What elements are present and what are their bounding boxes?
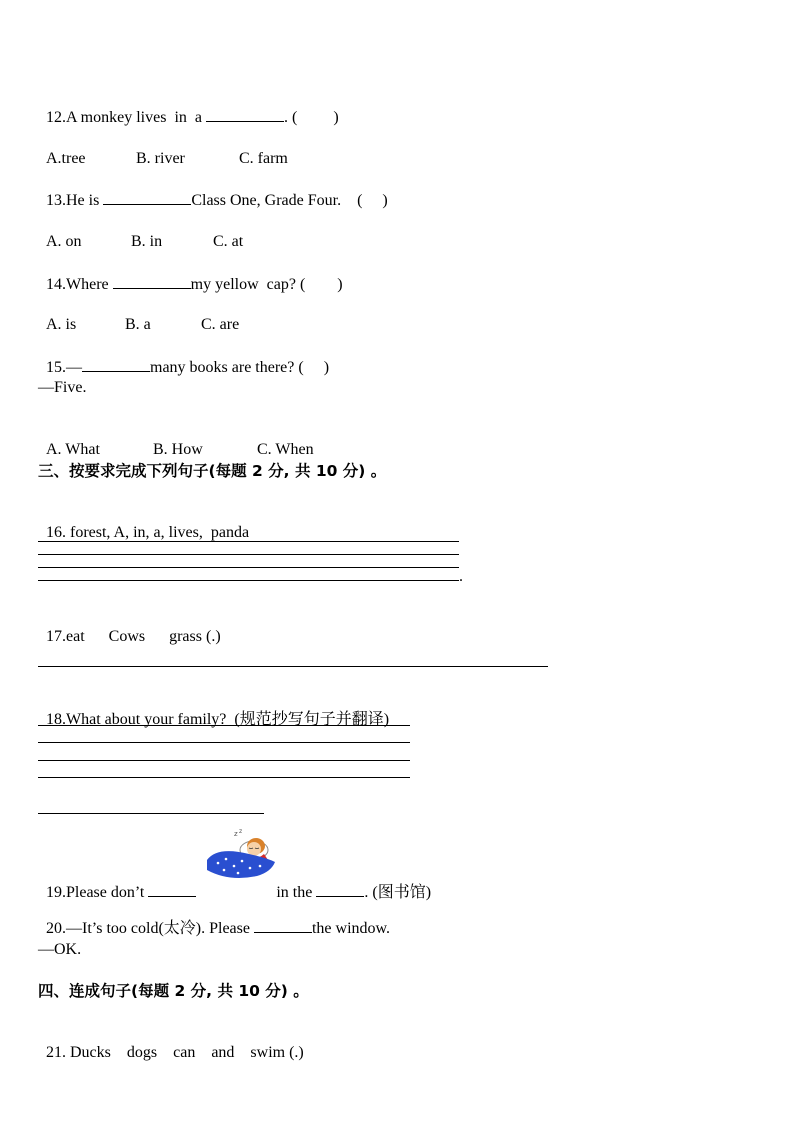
question-text: Ducks dogs can and swim (.) [70,1044,304,1061]
question-20 [38,898,390,939]
question-text: Please don’t [66,884,149,901]
question-text-tail: many books are there? ( ) [150,359,330,376]
writing-line[interactable] [38,554,459,555]
question-21 [38,1023,304,1063]
question-number: 21. [46,1044,70,1061]
question-text: A monkey lives in a [66,109,206,126]
question-text: —It’s too cold(太冷). Please [66,920,254,937]
option-b[interactable]: B. in [131,233,163,250]
option-c[interactable]: C. farm [239,150,288,167]
question-text-tail: Class One, Grade Four. ( ) [191,192,388,209]
question-16 [38,503,249,543]
answer-15: —Five. [38,379,87,396]
answer-blank[interactable] [113,274,191,289]
option-a[interactable]: A.tree [46,150,86,167]
option-c[interactable]: C. at [213,233,244,250]
question-15 [38,337,329,378]
option-c[interactable]: C. When [257,441,314,458]
answer-blank[interactable] [82,357,150,372]
question-number: 12. [46,109,66,126]
question-text-tail: . ( ) [283,109,339,126]
question-text: eat Cows grass (.) [66,628,221,645]
question-text-middle: in the [268,884,317,901]
question-13 [38,170,388,211]
answer-20: —OK. [38,941,82,958]
option-a[interactable]: A. is [46,316,77,333]
question-number: 19. [46,884,66,901]
question-number: 15. [46,359,66,376]
writing-line[interactable] [38,777,410,778]
writing-line[interactable] [38,725,410,726]
question-text: What about your family? (规范抄写句子并翻译) [66,711,390,728]
options-12 [38,129,288,169]
question-number: 20. [46,920,66,937]
answer-blank[interactable] [103,190,191,205]
option-b[interactable]: B. a [125,316,151,333]
writing-line[interactable] [38,666,548,667]
question-text: He is [66,192,104,209]
writing-line[interactable] [38,541,459,542]
question-12 [38,87,339,128]
question-text-tail: . (图书馆) [364,884,432,901]
writing-line[interactable] [38,580,459,581]
question-number: 18. [46,711,66,728]
option-a[interactable]: A. on [46,233,82,250]
options-15 [38,420,314,460]
writing-line[interactable] [38,567,459,568]
answer-blank[interactable] [316,882,364,897]
answer-blank[interactable] [254,918,312,933]
question-text: Where [66,276,113,293]
svg-text:z: z [234,830,238,838]
question-18 [38,690,389,730]
options-13 [38,212,243,252]
end-mark: . [459,568,463,585]
question-text: — [66,359,82,376]
question-number: 13. [46,192,66,209]
question-19 [38,862,431,903]
question-17 [38,607,221,647]
option-a[interactable]: A. What [46,441,100,458]
writing-line[interactable] [38,742,410,743]
option-b[interactable]: B. How [153,441,203,458]
question-text: forest, A, in, a, lives, panda [70,524,250,541]
section-4-title: 四、连成句子(每题 2 分, 共 10 分) 。 [38,982,309,1000]
options-14 [38,295,239,335]
answer-blank[interactable] [206,107,284,122]
answer-blank[interactable] [148,882,196,897]
question-number: 17. [46,628,66,645]
option-b[interactable]: B. river [136,150,185,167]
question-number: 14. [46,276,66,293]
question-number: 16. [46,524,70,541]
section-3-title: 三、按要求完成下列句子(每题 2 分, 共 10 分) 。 [38,462,387,480]
question-text-tail: the window. [311,920,391,937]
option-c[interactable]: C. are [201,316,240,333]
writing-line[interactable] [38,760,410,761]
question-14 [38,254,343,295]
translation-line[interactable] [38,813,264,814]
question-text-tail: my yellow cap? ( ) [190,276,343,293]
svg-text:z: z [239,828,243,835]
